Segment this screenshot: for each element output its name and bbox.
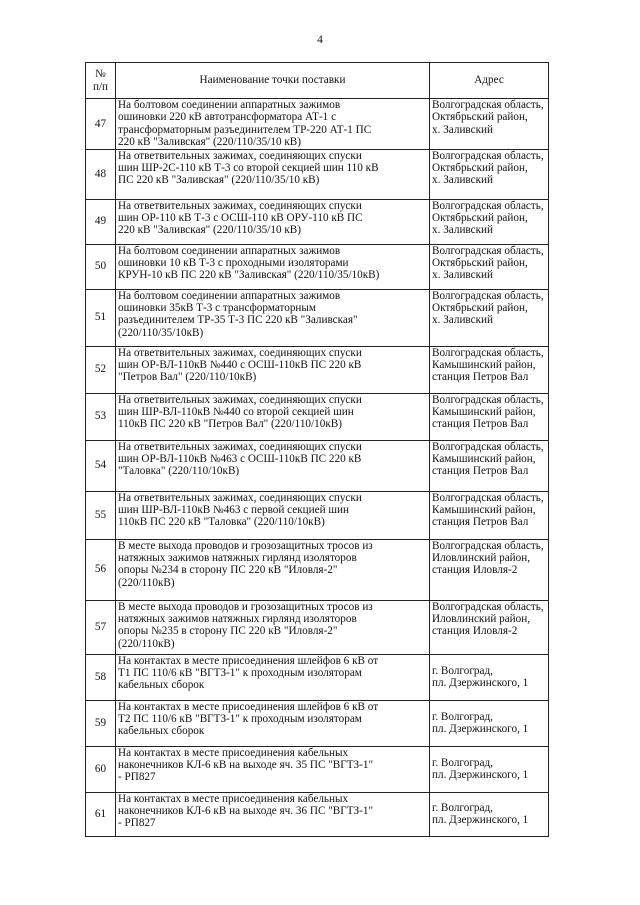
delivery-point-name (116, 244, 430, 289)
row-number: 50 (86, 244, 116, 289)
name-line: шин ОР-110 кВ Т-3 с ОСШ-110 кВ ОРУ-110 кВ ПС (118, 212, 363, 225)
row-number: 57 (86, 600, 116, 654)
address-line: станция Петров Вал (432, 371, 529, 384)
row-number: 47 (86, 99, 116, 150)
header-address: Адрес (430, 63, 549, 99)
name-line: На контактах в месте присоединения шлейфов 6 кВ от (118, 654, 379, 667)
name-line: "Петров Вал" (220/110/10кВ) (118, 371, 257, 384)
address-line: Иловлинский район, (432, 613, 531, 626)
table-header-row (86, 63, 549, 99)
name-line: На ответвительных зажимах, соединяющих спуски (118, 149, 362, 162)
table-row (86, 792, 549, 836)
name-line: 220 кВ "Заливская" (220/110/35/10 кВ) (118, 136, 301, 149)
address-line: пл. Дзержинского, 1 (432, 723, 529, 736)
address-line: х. Заливский (432, 123, 494, 136)
row-number: 51 (86, 289, 116, 346)
delivery-point-name (116, 746, 430, 792)
address-line: Октябрьский район, (432, 257, 528, 270)
table-row (86, 654, 549, 700)
address-line: Октябрьский район, (432, 302, 528, 315)
address-line: Октябрьский район, (432, 212, 528, 225)
address-line: станция Иловля-2 (432, 625, 518, 638)
address-line: Волгоградская область, (432, 491, 544, 504)
delivery-point-name (116, 700, 430, 746)
address-line: станция Иловля-2 (432, 564, 518, 577)
address-line: Волгоградская область, (432, 149, 544, 162)
address-line: х. Заливский (432, 224, 494, 237)
address-line: г. Волгоград, (432, 756, 493, 769)
name-line: На болтовом соединении аппаратных зажимов (118, 244, 341, 257)
address-line: Камышинский район, (432, 406, 536, 419)
address-line: Октябрьский район, (432, 162, 528, 175)
address-line: Камышинский район, (432, 504, 536, 517)
delivery-point-address (430, 199, 549, 244)
delivery-point-name (116, 346, 430, 393)
name-line: На контактах в месте присоединения шлейфов 6 кВ от (118, 700, 379, 713)
name-line: наконечников КЛ-6 кВ на выходе яч. 36 ПС "ВГТЗ-1" (118, 805, 374, 818)
table-row (86, 289, 549, 346)
table-row (86, 746, 549, 792)
name-line: 110кВ ПС 220 кВ "Таловка" (220/110/10кВ) (118, 516, 325, 529)
table-row (86, 491, 549, 539)
name-line: кабельных сборок (118, 725, 205, 738)
page-number: 4 (317, 34, 323, 46)
delivery-point-name (116, 393, 430, 440)
name-line: (220/110кВ) (118, 576, 175, 589)
row-number: 60 (86, 746, 116, 792)
row-number: 54 (86, 440, 116, 491)
name-line: На ответвительных зажимах, соединяющих спуски (118, 491, 362, 504)
delivery-point-address (430, 99, 549, 150)
address-line: Волгоградская область, (432, 440, 544, 453)
name-line: На болтовом соединении аппаратных зажимов (118, 99, 341, 111)
table-row (86, 199, 549, 244)
address-line: Камышинский район, (432, 359, 536, 372)
delivery-point-address (430, 792, 549, 836)
delivery-point-address (430, 244, 549, 289)
delivery-point-name (116, 491, 430, 539)
delivery-point-address (430, 539, 549, 600)
delivery-points-table (85, 62, 549, 837)
name-line: шин ШР-2С-110 кВ Т-3 со второй секцией шин 110 кВ (118, 162, 379, 175)
address-line: Волгоградская область, (432, 244, 544, 257)
delivery-point-name (116, 149, 430, 199)
row-number: 56 (86, 539, 116, 600)
delivery-point-address (430, 746, 549, 792)
name-line: разъединителем ТР-35 Т-3 ПС 220 кВ "Заливская" (118, 314, 358, 327)
row-number: 53 (86, 393, 116, 440)
delivery-point-address (430, 393, 549, 440)
name-line: трансформаторным разъединителем ТР-220 АТ-1 ПС (118, 123, 372, 136)
delivery-point-name (116, 289, 430, 346)
address-line: Камышинский район, (432, 453, 536, 466)
name-line: ошиновки 220 кВ автотрансформатора АТ-1 с (118, 111, 337, 124)
name-line: ошиновки 35кВ Т-3 с трансформаторным (118, 302, 317, 315)
delivery-point-address (430, 149, 549, 199)
name-line: шин ШР-ВЛ-110кВ №463 с первой секцией шин (118, 504, 349, 517)
delivery-point-name (116, 654, 430, 700)
name-line: - РП827 (118, 817, 156, 830)
address-line: пл. Дзержинского, 1 (432, 677, 529, 690)
address-line: станция Петров Вал (432, 465, 529, 478)
table-row (86, 393, 549, 440)
address-line: г. Волгоград, (432, 664, 493, 677)
name-line: На контактах в месте присоединения кабельных (118, 746, 349, 759)
name-line: На ответвительных зажимах, соединяющих спуски (118, 440, 362, 453)
row-number: 55 (86, 491, 116, 539)
address-line: х. Заливский (432, 174, 494, 187)
table-body (86, 99, 549, 837)
name-line: натяжных зажимов натяжных гирлянд изоляторов (118, 552, 357, 565)
table-row (86, 600, 549, 654)
delivery-point-address (430, 346, 549, 393)
address-line: Иловлинский район, (432, 552, 531, 565)
address-line: станция Петров Вал (432, 418, 529, 431)
name-line: кабельных сборок (118, 679, 205, 692)
address-line: Октябрьский район, (432, 111, 528, 124)
delivery-point-address (430, 700, 549, 746)
table-row (86, 244, 549, 289)
name-line: - РП827 (118, 771, 156, 784)
delivery-point-name (116, 199, 430, 244)
name-line: шин ШР-ВЛ-110кВ №440 со второй секцией шин (118, 406, 354, 419)
row-number: 49 (86, 199, 116, 244)
name-line: На контактах в месте присоединения кабельных (118, 792, 349, 805)
name-line: КРУН-10 кВ ПС 220 кВ "Заливская" (220/110/35/10кВ) (118, 269, 380, 282)
name-line: 220 кВ "Заливская" (220/110/35/10 кВ) (118, 224, 301, 237)
row-number: 59 (86, 700, 116, 746)
name-line: На ответвительных зажимах, соединяющих спуски (118, 346, 362, 359)
delivery-point-address (430, 289, 549, 346)
name-line: На ответвительных зажимах, соединяющих спуски (118, 393, 362, 406)
delivery-point-name (116, 99, 430, 150)
delivery-point-address (430, 440, 549, 491)
name-line: натяжных зажимов натяжных гирлянд изоляторов (118, 613, 357, 626)
name-line: ошиновки 10 кВ Т-3 с проходными изоляторами (118, 257, 349, 270)
name-line: (220/110/35/10кВ) (118, 326, 204, 339)
delivery-point-name (116, 792, 430, 836)
address-line: станция Петров Вал (432, 516, 529, 529)
delivery-point-address (430, 654, 549, 700)
name-line: опоры №235 в сторону ПС 220 кВ "Иловля-2" (118, 625, 338, 638)
address-line: х. Заливский (432, 269, 494, 282)
name-line: В месте выхода проводов и грозозащитных тросов из (118, 600, 373, 613)
address-line: г. Волгоград, (432, 710, 493, 723)
delivery-point-name (116, 600, 430, 654)
delivery-point-address (430, 491, 549, 539)
row-number: 52 (86, 346, 116, 393)
address-line: пл. Дзержинского, 1 (432, 769, 529, 782)
header-name: Наименование точки поставки (116, 63, 430, 99)
address-line: Волгоградская область, (432, 539, 544, 552)
name-line: Т1 ПС 110/6 кВ "ВГТЗ-1" к проходным изоляторам (118, 667, 362, 680)
address-line: г. Волгоград, (432, 801, 493, 814)
address-line: Волгоградская область, (432, 99, 544, 111)
name-line: шин ОР-ВЛ-110кВ №463 с ОСШ-110кВ ПС 220 кВ (118, 453, 362, 466)
delivery-point-name (116, 440, 430, 491)
table-row (86, 539, 549, 600)
address-line: х. Заливский (432, 314, 494, 327)
row-number: 61 (86, 792, 116, 836)
table-row (86, 440, 549, 491)
address-line: Волгоградская область, (432, 289, 544, 302)
address-line: пл. Дзержинского, 1 (432, 814, 529, 827)
name-line: (220/110кВ) (118, 637, 175, 650)
name-line: 110кВ ПС 220 кВ "Петров Вал" (220/110/10кВ) (118, 418, 342, 431)
name-line: На ответвительных зажимах, соединяющих спуски (118, 199, 362, 212)
table-row (86, 99, 549, 150)
name-line: "Таловка" (220/110/10кВ) (118, 465, 240, 478)
table-row (86, 700, 549, 746)
name-line: На болтовом соединении аппаратных зажимов (118, 289, 341, 302)
name-line: опоры №234 в сторону ПС 220 кВ "Иловля-2" (118, 564, 338, 577)
table-row (86, 149, 549, 199)
name-line: В месте выхода проводов и грозозащитных тросов из (118, 539, 373, 552)
name-line: ПС 220 кВ "Заливская" (220/110/35/10 кВ) (118, 174, 320, 187)
address-line: Волгоградская область, (432, 600, 544, 613)
row-number: 48 (86, 149, 116, 199)
name-line: наконечников КЛ-6 кВ на выходе яч. 35 ПС "ВГТЗ-1" (118, 759, 374, 772)
delivery-point-address (430, 600, 549, 654)
name-line: Т2 ПС 110/6 кВ "ВГТЗ-1" к проходным изоляторам (118, 713, 362, 726)
table-row (86, 346, 549, 393)
header-number: № п/п (86, 63, 116, 99)
name-line: шин ОР-ВЛ-110кВ №440 с ОСШ-110кВ ПС 220 кВ (118, 359, 362, 372)
delivery-point-name (116, 539, 430, 600)
address-line: Волгоградская область, (432, 393, 544, 406)
row-number: 58 (86, 654, 116, 700)
address-line: Волгоградская область, (432, 199, 544, 212)
address-line: Волгоградская область, (432, 346, 544, 359)
